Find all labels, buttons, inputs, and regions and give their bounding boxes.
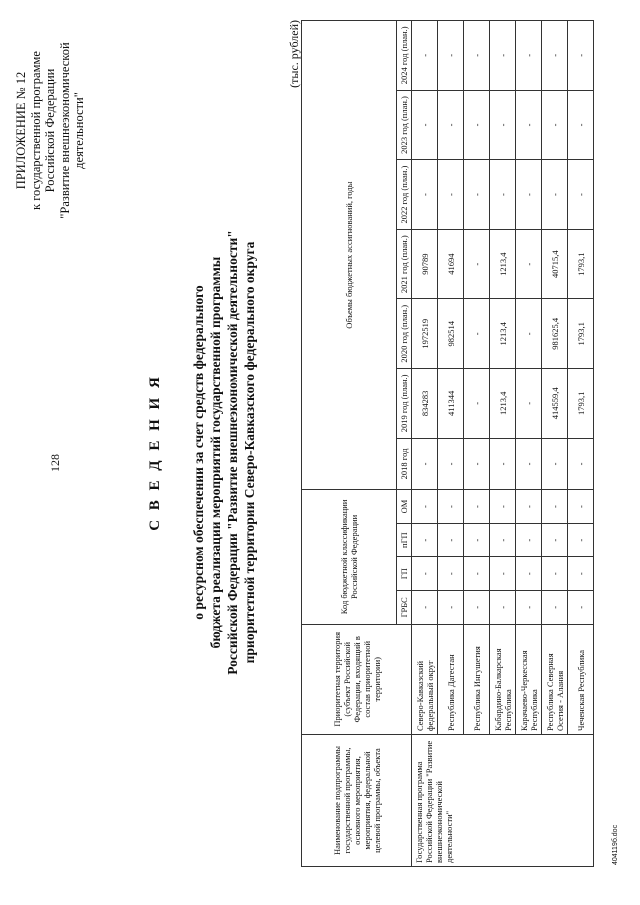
appendix-header xyxy=(14,28,87,233)
code-cell: - xyxy=(490,490,516,524)
amount-cell: - xyxy=(438,21,464,91)
code-cell: - xyxy=(542,591,568,625)
code-cell: - xyxy=(412,523,438,557)
amount-cell: - xyxy=(568,160,594,230)
amount-cell: 90789 xyxy=(412,229,438,299)
resource-table xyxy=(301,20,594,867)
amount-cell: - xyxy=(464,369,490,439)
code-cell: - xyxy=(568,523,594,557)
territory-cell: Республика Ингушетия xyxy=(464,624,490,734)
column-header: 2024 год (план.) xyxy=(397,21,412,91)
amount-cell: - xyxy=(516,229,542,299)
subtitle-line: Российской Федерации "Развитие внешнеэкономической деятельности" xyxy=(225,230,240,675)
amount-cell: - xyxy=(438,438,464,490)
code-cell: - xyxy=(438,557,464,591)
table-row xyxy=(412,21,438,867)
code-cell: - xyxy=(438,591,464,625)
amount-cell: - xyxy=(464,299,490,369)
amount-cell: - xyxy=(568,21,594,91)
amount-cell: 1793,1 xyxy=(568,299,594,369)
territory-cell: Северо-Кавказский федеральный округ xyxy=(412,624,438,734)
code-cell: - xyxy=(568,591,594,625)
amount-cell: 1793,1 xyxy=(568,229,594,299)
amount-cell: 1972519 xyxy=(412,299,438,369)
subtitle-line: приоритетной территории Северо-Кавказского федерального округа xyxy=(242,241,257,664)
column-header: Наименование подпрограммы государственной программы, основного мероприятия, мероприятия, федеральной целевой программы, объекта xyxy=(302,735,412,867)
amount-cell: 411344 xyxy=(438,369,464,439)
amount-cell: - xyxy=(516,21,542,91)
code-cell: - xyxy=(464,523,490,557)
column-header: 2019 год (план.) xyxy=(397,369,412,439)
code-cell: - xyxy=(438,490,464,524)
appendix-line: "Развитие внешнеэкономической xyxy=(57,42,72,219)
amount-cell: - xyxy=(542,21,568,91)
code-cell: - xyxy=(568,490,594,524)
file-name: 404119б.doc xyxy=(612,824,619,865)
program-name-cell: Государственная программа Российской Федерации "Развитие внешнеэкономической деятельности" xyxy=(412,735,594,867)
appendix-line: Российской Федерации xyxy=(43,68,57,193)
amount-cell: - xyxy=(516,299,542,369)
code-cell: - xyxy=(490,557,516,591)
appendix-line: к государственной программе xyxy=(28,51,43,210)
code-cell: - xyxy=(542,523,568,557)
code-cell: - xyxy=(412,490,438,524)
code-cell: - xyxy=(516,557,542,591)
subtitle-line: бюджета реализации мероприятий государственной программы xyxy=(208,256,223,649)
amount-cell: - xyxy=(490,160,516,230)
amount-cell: 41694 xyxy=(438,229,464,299)
amount-cell: - xyxy=(490,90,516,160)
amount-cell: - xyxy=(438,160,464,230)
subtitle-line: о ресурсном обеспечении за счет средств федерального xyxy=(191,285,206,620)
territory-cell: Карачаево-Черкесская Республика xyxy=(516,624,542,734)
units-label: (тыс. рублей) xyxy=(287,20,301,88)
amount-cell: 1213,4 xyxy=(490,299,516,369)
amount-cell: 1213,4 xyxy=(490,229,516,299)
amount-cell: 834283 xyxy=(412,369,438,439)
code-cell: - xyxy=(412,557,438,591)
amount-cell: 981625,4 xyxy=(542,299,568,369)
code-cell: - xyxy=(464,557,490,591)
column-header: Приоритетная территория (субъект Российской Федерации, входящий в состав приоритетной территории) xyxy=(302,624,412,734)
code-cell: - xyxy=(464,591,490,625)
amount-cell: - xyxy=(542,160,568,230)
amount-cell: - xyxy=(464,438,490,490)
table-body xyxy=(412,21,594,867)
territory-cell: Чеченская Республика xyxy=(568,624,594,734)
code-cell: - xyxy=(464,490,490,524)
amount-cell: - xyxy=(490,21,516,91)
code-cell: - xyxy=(490,591,516,625)
table-header xyxy=(302,21,412,867)
amount-cell: 1213,4 xyxy=(490,369,516,439)
column-header: 2021 год (план.) xyxy=(397,229,412,299)
appendix-line: деятельности" xyxy=(72,92,86,169)
amount-cell: 40715,4 xyxy=(542,229,568,299)
column-header: 2018 год xyxy=(397,438,412,490)
amount-cell: 414559,4 xyxy=(542,369,568,439)
column-header: 2022 год (план.) xyxy=(397,160,412,230)
amount-cell: - xyxy=(516,369,542,439)
amount-cell: - xyxy=(412,160,438,230)
amount-cell: - xyxy=(516,90,542,160)
code-cell: - xyxy=(516,490,542,524)
column-header: 2020 год (план.) xyxy=(397,299,412,369)
amount-cell: - xyxy=(568,438,594,490)
column-header: Объемы бюджетных ассигнований, годы xyxy=(302,21,397,490)
column-header: ОМ xyxy=(397,490,412,524)
column-header: 2023 год (план.) xyxy=(397,90,412,160)
page-number: 128 xyxy=(48,454,62,472)
amount-cell: - xyxy=(464,21,490,91)
amount-cell: - xyxy=(464,160,490,230)
amount-cell: - xyxy=(516,438,542,490)
column-header: Код бюджетной классификации Российской Федерации xyxy=(302,490,397,624)
amount-cell: - xyxy=(412,90,438,160)
document-heading: С В Е Д Е Н И Я xyxy=(147,374,163,531)
amount-cell: 982514 xyxy=(438,299,464,369)
code-cell: - xyxy=(542,557,568,591)
code-cell: - xyxy=(542,490,568,524)
amount-cell: - xyxy=(568,90,594,160)
territory-cell: Республика Дагестан xyxy=(438,624,464,734)
amount-cell: - xyxy=(412,21,438,91)
code-cell: - xyxy=(438,523,464,557)
amount-cell: - xyxy=(464,90,490,160)
document-subtitle xyxy=(190,150,258,755)
column-header: ГП xyxy=(397,557,412,591)
code-cell: - xyxy=(568,557,594,591)
code-cell: - xyxy=(490,523,516,557)
code-cell: - xyxy=(516,591,542,625)
column-header: ГРБС xyxy=(397,591,412,625)
code-cell: - xyxy=(412,591,438,625)
amount-cell: - xyxy=(516,160,542,230)
amount-cell: 1793,1 xyxy=(568,369,594,439)
code-cell: - xyxy=(516,523,542,557)
column-header: пГП xyxy=(397,523,412,557)
amount-cell: - xyxy=(542,90,568,160)
territory-cell: Республика Северная Осетия - Алания xyxy=(542,624,568,734)
amount-cell: - xyxy=(438,90,464,160)
appendix-line: ПРИЛОЖЕНИЕ № 12 xyxy=(14,71,28,190)
territory-cell: Кабардино-Балкарская Республика xyxy=(490,624,516,734)
amount-cell: - xyxy=(542,438,568,490)
amount-cell: - xyxy=(412,438,438,490)
amount-cell: - xyxy=(490,438,516,490)
amount-cell: - xyxy=(464,229,490,299)
